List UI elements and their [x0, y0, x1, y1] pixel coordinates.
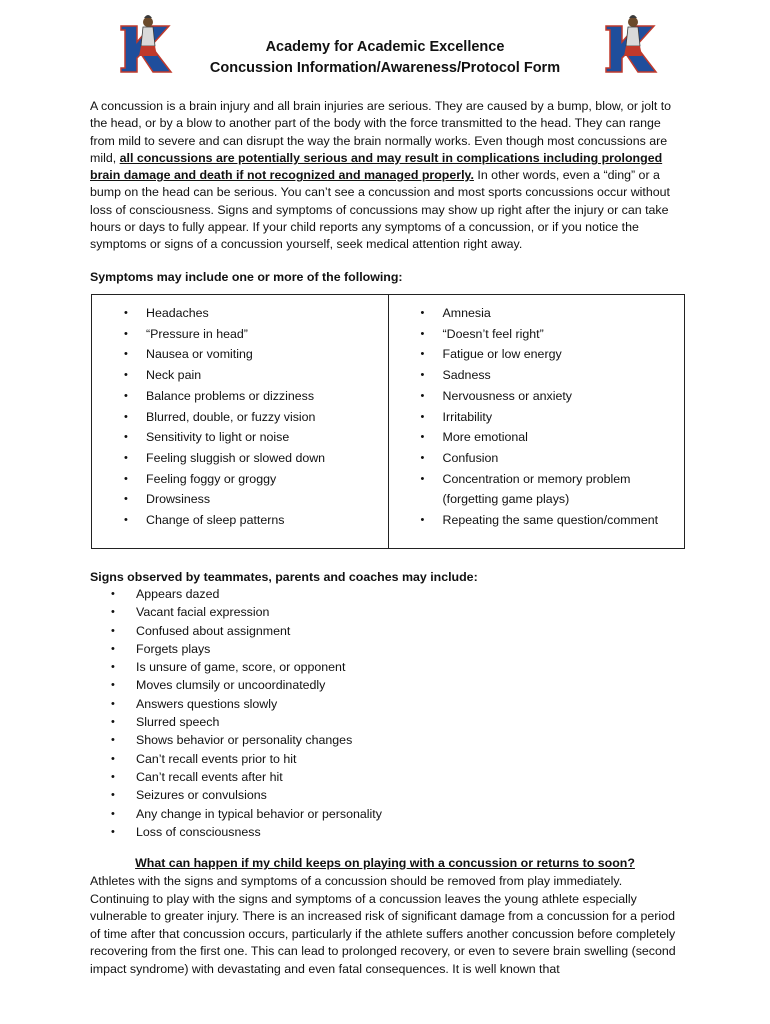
list-item-text: Irritability — [442, 409, 493, 424]
bullet-icon: • — [124, 348, 128, 361]
bullet-icon: • — [124, 327, 128, 340]
list-item — [92, 448, 388, 469]
list-item — [90, 768, 590, 786]
list-item-text: Vacant facial expression — [136, 605, 270, 620]
list-item-text: Can’t recall events prior to hit — [136, 751, 297, 766]
list-item — [92, 407, 388, 428]
bullet-icon: • — [420, 327, 425, 340]
list-item — [90, 658, 590, 676]
list-item-text: Balance problems or dizziness — [146, 388, 315, 403]
list-item — [92, 469, 388, 490]
signs-heading: Signs observed by teammates, parents and coaches may include: — [90, 570, 478, 584]
list-item-text: Slurred speech — [136, 715, 220, 730]
list-item — [90, 695, 590, 713]
list-item — [90, 713, 590, 731]
list-item-text: Sadness — [442, 368, 491, 383]
list-item-text: Neck pain — [146, 368, 202, 383]
bullet-icon: • — [124, 514, 128, 527]
bullet-icon: • — [111, 825, 115, 838]
symptoms-right-column — [388, 295, 685, 548]
bullet-icon: • — [124, 369, 128, 382]
list-item-text: Nervousness or anxiety — [442, 388, 572, 403]
symptoms-heading: Symptoms may include one or more of the following: — [90, 270, 403, 284]
list-item — [389, 510, 685, 531]
title-line-2: Concussion Information/Awareness/Protocol Form — [209, 60, 561, 76]
bullet-icon: • — [111, 770, 115, 783]
bullet-icon: • — [420, 514, 425, 527]
list-item — [389, 386, 685, 407]
list-item — [92, 365, 388, 386]
list-item — [90, 676, 590, 694]
bullet-icon: • — [111, 624, 115, 637]
bullet-icon: • — [111, 752, 115, 765]
intro-paragraph — [90, 98, 682, 254]
bullet-icon: • — [124, 307, 128, 319]
list-item — [389, 448, 685, 469]
list-item — [92, 344, 388, 365]
list-item — [90, 603, 590, 621]
list-item-text: More emotional — [442, 430, 528, 445]
list-item — [92, 386, 388, 407]
bullet-icon: • — [420, 348, 425, 361]
list-item — [92, 324, 388, 345]
list-item-text: Fatigue or low energy — [442, 347, 562, 362]
list-item — [389, 324, 685, 345]
list-item — [90, 823, 590, 841]
list-item — [90, 805, 590, 823]
list-item-text: Headaches — [146, 306, 209, 320]
list-item-text: “Doesn’t feel right” — [442, 326, 544, 341]
list-item-text: Blurred, double, or fuzzy vision — [146, 409, 316, 424]
list-item — [90, 622, 590, 640]
bullet-icon: • — [124, 493, 128, 506]
list-item-text: Confusion — [442, 450, 499, 465]
form-title — [0, 37, 770, 79]
list-item — [389, 344, 685, 365]
bullet-icon: • — [124, 451, 128, 464]
title-line-1: Academy for Academic Excellence — [265, 39, 505, 55]
bullet-icon: • — [111, 606, 115, 619]
list-item-text: Concentration or memory problem (forgetting game plays) — [442, 471, 631, 507]
list-item-text: Repeating the same question/comment — [442, 513, 659, 528]
list-item-text: Drowsiness — [146, 492, 211, 507]
list-item-text: Can’t recall events after hit — [136, 769, 283, 784]
symptoms-table — [91, 294, 685, 549]
list-item-text: Feeling sluggish or slowed down — [146, 450, 326, 465]
bullet-icon: • — [124, 389, 128, 402]
list-item-text: Loss of consciousness — [136, 824, 261, 839]
bullet-icon: • — [420, 369, 425, 382]
list-item-text: Feeling foggy or groggy — [146, 471, 277, 486]
bullet-icon: • — [420, 451, 425, 464]
bullet-icon: • — [420, 389, 425, 402]
list-item — [90, 640, 590, 658]
list-item — [92, 489, 388, 510]
bullet-icon: • — [124, 410, 128, 423]
intro-emphasis: all concussions are potentially serious and may result in complications including prolonged brain damage and death if not recognized and managed properly. — [90, 150, 663, 183]
bullet-icon: • — [124, 431, 128, 444]
list-item — [92, 510, 388, 531]
bullet-icon: • — [111, 642, 115, 655]
list-item — [389, 303, 685, 324]
list-item — [90, 585, 590, 603]
list-item — [389, 365, 685, 386]
list-item-text: Confused about assignment — [136, 623, 291, 638]
list-item — [389, 427, 685, 448]
list-item-text: Appears dazed — [136, 587, 220, 601]
bullet-icon: • — [111, 588, 115, 600]
list-item — [90, 786, 590, 804]
symptoms-left-column — [92, 295, 388, 548]
symptoms-right-list — [389, 303, 685, 531]
list-item — [90, 731, 590, 749]
bullet-icon: • — [111, 716, 115, 729]
list-item-text: Nausea or vomiting — [146, 347, 253, 362]
list-item-text: Shows behavior or personality changes — [136, 733, 353, 748]
list-item-text: Any change in typical behavior or personality — [136, 806, 382, 821]
list-item-text: Sensitivity to light or noise — [146, 430, 290, 445]
intro-text-1: A concussion is a brain injury and all brain injuries are serious. They are caused by a bump, blow, or jolt to the head, or by a blow to another part of the body with the force transmitted to the head. They can range from mild to severe and can disrupt the way the brain normally works. Even though most concussions are mild, — [90, 99, 672, 165]
bullet-icon: • — [111, 789, 115, 802]
bullet-icon: • — [111, 697, 115, 710]
bullet-icon: • — [124, 472, 128, 485]
bullet-icon: • — [420, 410, 425, 423]
bullet-icon: • — [111, 807, 115, 820]
bullet-icon: • — [420, 472, 425, 485]
bullet-icon: • — [111, 734, 115, 747]
list-item — [92, 427, 388, 448]
consequences-paragraph: Athletes with the signs and symptoms of a concussion should be removed from play immediately. Continuing to play with the signs and symptoms of a concussion leaves the young athlete especially vulnerable to greater injury. There is an increased risk of significant damage from a concussion for a period of time after that concussion occurs, particularly if the athlete suffers another concussion before completely recovering from the first one. This can lead to prolonged recovery, or even to severe brain swelling (second impact syndrome) with devastating and even fatal consequences. It is well known that — [90, 874, 676, 976]
bullet-icon: • — [420, 307, 425, 319]
list-item-text: Answers questions slowly — [136, 696, 278, 711]
list-item-text: Is unsure of game, score, or opponent — [136, 660, 346, 675]
list-item-text: Forgets plays — [136, 641, 211, 656]
signs-list — [90, 585, 590, 841]
bullet-icon: • — [111, 679, 115, 692]
bullet-icon: • — [111, 661, 115, 674]
list-item — [90, 750, 590, 768]
list-item — [389, 469, 685, 510]
list-item-text: “Pressure in head” — [146, 326, 248, 341]
list-item-text: Change of sleep patterns — [146, 513, 285, 528]
list-item — [92, 303, 388, 324]
intro-text-2: In other words, even a “ding” or a bump on the head can be serious. You can’t see a concussion and most sports concussions occur without loss of consciousness. Signs and symptoms of concussions may show up right after the injury or can take hours or days to fully appear. If your child reports any symptoms of a concussion, or if you notice the symptoms or signs of a concussion yourself, seek medical attention right away. — [90, 168, 670, 252]
bullet-icon: • — [420, 431, 425, 444]
symptoms-left-list — [92, 303, 388, 531]
list-item-text: Moves clumsily or uncoordinatedly — [136, 678, 326, 693]
consequences-heading: What can happen if my child keeps on playing with a concussion or returns to soon? — [135, 856, 635, 870]
list-item-text: Amnesia — [442, 306, 491, 320]
list-item-text: Seizures or convulsions — [136, 788, 267, 803]
list-item — [389, 407, 685, 428]
